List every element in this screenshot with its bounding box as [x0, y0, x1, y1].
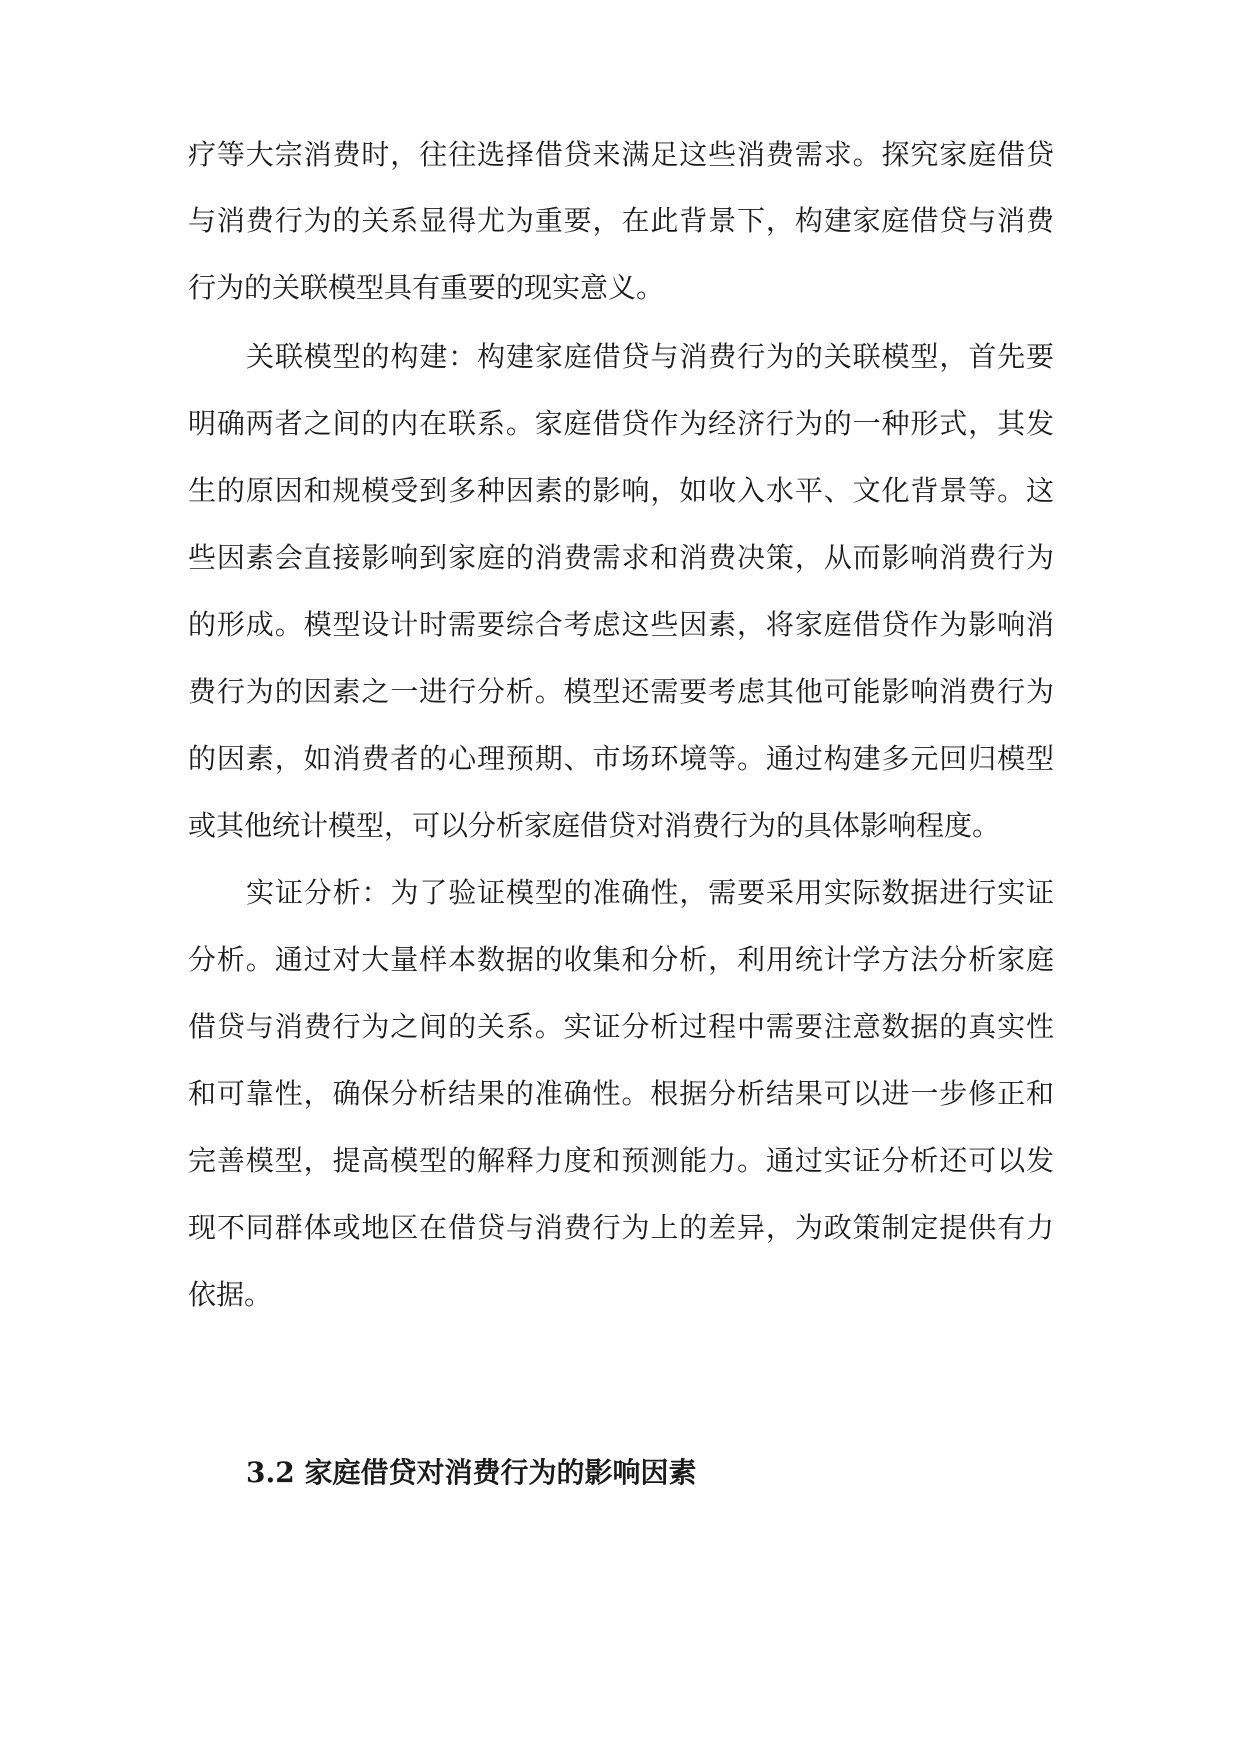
text-line: 行为的关联模型具有重要的现实意义。 — [188, 271, 665, 304]
text-line: 明确两者之间的内在联系。家庭借贷作为经济行为的一种形式，其发 — [188, 407, 1054, 440]
text-line: 完善模型，提高模型的解释力度和预测能力。通过实证分析还可以发 — [188, 1144, 1054, 1177]
text-line: 关联模型的构建：构建家庭借贷与消费行为的关联模型，首先要 — [246, 340, 1054, 373]
text-line: 现不同群体或地区在借贷与消费行为上的差异，为政策制定提供有力 — [188, 1211, 1054, 1244]
section-heading: 3.2 家庭借贷对消费行为的影响因素 — [246, 1456, 697, 1489]
text-line: 依据。 — [188, 1278, 273, 1311]
text-line: 的形成。模型设计时需要综合考虑这些因素，将家庭借贷作为影响消 — [188, 608, 1054, 641]
text-line: 的因素，如消费者的心理预期、市场环境等。通过构建多元回归模型 — [188, 742, 1054, 775]
text-line: 些因素会直接影响到家庭的消费需求和消费决策，从而影响消费行为 — [188, 541, 1054, 574]
text-line: 与消费行为的关系显得尤为重要，在此背景下，构建家庭借贷与消费 — [188, 204, 1054, 237]
text-line: 疗等大宗消费时，往往选择借贷来满足这些消费需求。探究家庭借贷 — [188, 138, 1054, 171]
text-line: 分析。通过对大量样本数据的收集和分析，利用统计学方法分析家庭 — [188, 943, 1054, 976]
text-line: 实证分析：为了验证模型的准确性，需要采用实际数据进行实证 — [246, 876, 1054, 909]
text-line: 借贷与消费行为之间的关系。实证分析过程中需要注意数据的真实性 — [188, 1010, 1054, 1043]
text-line: 生的原因和规模受到多种因素的影响，如收入水平、文化背景等。这 — [188, 474, 1054, 507]
text-line: 或其他统计模型，可以分析家庭借贷对消费行为的具体影响程度。 — [188, 809, 1001, 842]
text-line: 和可靠性，确保分析结果的准确性。根据分析结果可以进一步修正和 — [188, 1077, 1054, 1110]
text-line: 费行为的因素之一进行分析。模型还需要考虑其他可能影响消费行为 — [188, 675, 1054, 708]
